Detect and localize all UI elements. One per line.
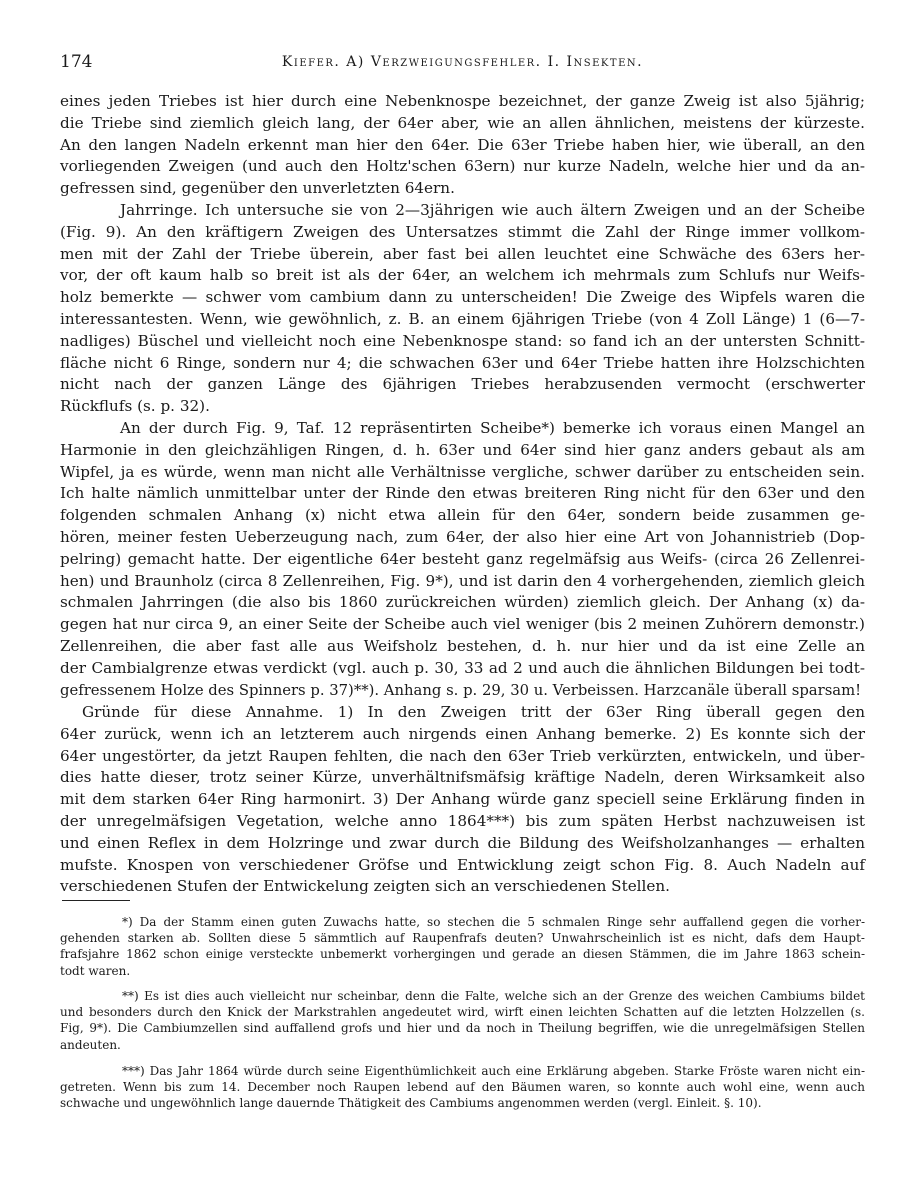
text-line: verschiedenen Stufen der Entwickelung zeigten sich an verschiedenen Stellen.	[60, 877, 670, 896]
footnote-separator	[62, 900, 130, 901]
text-line: Ich halte nämlich unmittelbar unter der Rinde den etwas breiteren Ring nicht für den 63er und den	[60, 484, 865, 503]
text-line: 64er zurück, wenn ich an letzterem auch nirgends einen Anhang bemerke. 2) Es konnte sich der	[60, 724, 865, 743]
page-number: 174	[60, 52, 93, 72]
footnote-line: und besonders durch den Knick der Markstrahlen angedeutet wird, wirft einen leichten Schatten auf die letzten Holzzellen (s.	[60, 1005, 865, 1020]
paragraph-jahrringe	[60, 200, 865, 418]
text-line: 64er ungestörter, da jetzt Raupen fehlten, die nach den 63er Trieb verkürzten, entwickeln, und über-	[60, 746, 865, 765]
footnote-line: gehenden starken ab. Sollten diese 5 sämmtlich auf Raupenfrafs deuten? Unwahrscheinlich ist es nicht, dafs dem Haupt-	[60, 931, 865, 946]
text-line: Jahrringe. Ich untersuche sie von 2—3jährigen wie auch ältern Zweigen und an der Scheibe	[120, 201, 865, 219]
text-line: folgenden schmalen Anhang (x) nicht etwa allein für den 64er, sondern beide zusammen ge-	[60, 506, 865, 525]
text-line: der unregelmäfsigen Vegetation, welche anno 1864***) bis zum späten Herbst nachzuweisen ist	[60, 811, 865, 830]
footnote-line: todt waren.	[60, 963, 131, 978]
text-line: Zellenreihen, die aber fast alle aus Weifsholz bestehen, d. h. nur hier und da ist eine Zelle an	[60, 636, 865, 655]
text-line: schmalen Jahrringen (die also bis 1860 zurückreichen würden) ziemlich gleich. Der Anhang (x) da-	[60, 593, 865, 612]
text-line: die Triebe sind ziemlich gleich lang, der 64er aber, wie an allen ähnlichen, meistens der kürzeste.	[60, 113, 865, 132]
text-line: gefressen sind, gegenüber den unverletzten 64ern.	[60, 179, 455, 198]
text-line: hören, meiner festen Ueberzeugung nach, zum 64er, der also hier eine Art von Johannistrieb (Dop-	[60, 527, 865, 546]
text-line: nadliges) Büschel und vielleicht noch eine Nebenknospe stand: so fand ich an der untersten Schnitt-	[60, 331, 865, 350]
text-line: vorliegenden Zweigen (und auch den Holtz'schen 63ern) nur kurze Nadeln, welche hier und da an-	[60, 157, 865, 176]
paragraph-scheibe	[60, 418, 865, 701]
footnote-line: ***) Das Jahr 1864 würde durch seine Eigenthümlichkeit auch eine Erklärung abgeben. Starke Fröste waren nicht ein-	[122, 1064, 865, 1078]
text-line: mit dem starken 64er Ring harmonirt. 3) Der Anhang würde ganz speciell seine Erklärung finden in	[60, 790, 865, 809]
text-line: interessantesten. Wenn, wie gewöhnlich, z. B. an einem 6jährigen Triebe (von 4 Zoll Länge) 1 (6—7-	[60, 309, 865, 328]
text-line: gegen hat nur circa 9, an einer Seite der Scheibe auch viel weniger (bis 2 meinen Zuhörern demonstr.)	[60, 615, 865, 634]
text-line: Gründe für diese Annahme. 1) In den Zweigen tritt der 63er Ring überall gegen den	[82, 703, 865, 721]
footnote-line: *) Da der Stamm einen guten Zuwachs hatte, so stechen die 5 schmalen Ringe sehr auffallend gegen die vorher-	[122, 915, 865, 929]
paragraph-continuation	[60, 91, 865, 200]
page-header	[60, 52, 865, 76]
text-line: (Fig. 9). An den kräftigern Zweigen des Untersatzes stimmt die Zahl der Ringe immer vollkom-	[60, 222, 865, 241]
text-line: mufste. Knospen von verschiedener Gröfse und Entwicklung zeigt schon Fig. 8. Auch Nadeln auf	[60, 855, 865, 874]
text-line: und einen Reflex in dem Holzringe und zwar durch die Bildung des Weifsholzanhanges — erhalten	[60, 833, 865, 852]
text-line: holz bemerkte — schwer vom cambium dann zu unterscheiden! Die Zweige des Wipfels waren die	[60, 288, 865, 307]
text-line: dies hatte dieser, trotz seiner Kürze, unverhältnifsmäfsig kräftige Nadeln, deren Wirksamkeit also	[60, 768, 865, 787]
text-line: vor, der oft kaum halb so breit ist als der 64er, an welchem ich mehrmals zum Schlufs nur Weifs-	[60, 266, 865, 285]
footnote-2	[60, 988, 865, 1053]
footnote-line: **) Es ist dies auch vielleicht nur scheinbar, denn die Falte, welche sich an der Grenze des weichen Cambiums bildet	[122, 989, 865, 1003]
text-line: nicht nach der ganzen Länge des 6jährigen Triebes herabzusenden vermocht (erschwerter	[60, 375, 865, 394]
text-line: Harmonie in den gleichzähligen Ringen, d. h. 63er und 64er sind hier ganz anders gebaut als am	[60, 440, 865, 459]
footnote-3	[60, 1063, 865, 1112]
text-line: hen) und Braunholz (circa 8 Zellenreihen, Fig. 9*), und ist darin den 4 vorhergehenden, ziemlich gleich	[60, 571, 865, 590]
text-line: der Cambialgrenze etwas verdickt (vgl. auch p. 30, 33 ad 2 und auch die ähnlichen Bildungen bei todt-	[60, 658, 865, 677]
footnote-line: Fig, 9*). Die Cambiumzellen sind auffallend grofs und hier und da noch in Theilung begriffen, wie die unregelmäfsigen Stellen	[60, 1021, 865, 1036]
text-line: Wipfel, ja es würde, wenn man nicht alle Verhältnisse vergliche, schwer darüber zu entscheiden sein.	[60, 462, 865, 481]
text-line: fläche nicht 6 Ringe, sondern nur 4; die schwachen 63er und 64er Triebe hatten ihre Holzschichten	[60, 353, 865, 372]
running-title: Kiefer. A) Verzweigungsfehler. I. Insekten.	[281, 54, 644, 70]
text-line: Rückflufs (s. p. 32).	[60, 397, 210, 416]
footnote-line: schwache und ungewöhnlich lange dauernde Thätigkeit des Cambiums angenommen werden (vergl. Einleit. §. 10).	[60, 1096, 762, 1111]
text-line: gefressenem Holze des Spinners p. 37)**). Anhang s. p. 29, 30 u. Verbeissen. Harzcanäle überall sparsam!	[60, 681, 862, 699]
text-line: pelring) gemacht hatte. Der eigentliche 64er besteht ganz regelmäfsig aus Weifs- (circa 26 Zellenrei-	[60, 549, 865, 568]
paragraph-gruende	[60, 702, 865, 898]
text-line: eines jeden Triebes ist hier durch eine Nebenknospe bezeichnet, der ganze Zweig ist also 5jährig;	[60, 92, 865, 110]
text-line: An der durch Fig. 9, Taf. 12 repräsentirten Scheibe*) bemerke ich voraus einen Mangel an	[120, 419, 865, 437]
footnote-line: andeuten.	[60, 1037, 121, 1052]
text-line: An den langen Nadeln erkennt man hier den 64er. Die 63er Triebe haben hier, wie überall, an den	[60, 135, 865, 154]
footnote-1	[60, 914, 865, 979]
footnote-line: frafsjahre 1862 schon einige versteckte unbemerkt vorhergingen und gerade an diesen Stämmen, die im Jahre 1863 schein-	[60, 947, 865, 962]
footnote-line: getreten. Wenn bis zum 14. December noch Raupen lebend auf den Bäumen waren, so konnte auch wohl eine, wenn auch	[60, 1080, 865, 1095]
text-line: men mit der Zahl der Triebe überein, aber fast bei allen leuchtet eine Schwäche des 63ers her-	[60, 244, 865, 263]
